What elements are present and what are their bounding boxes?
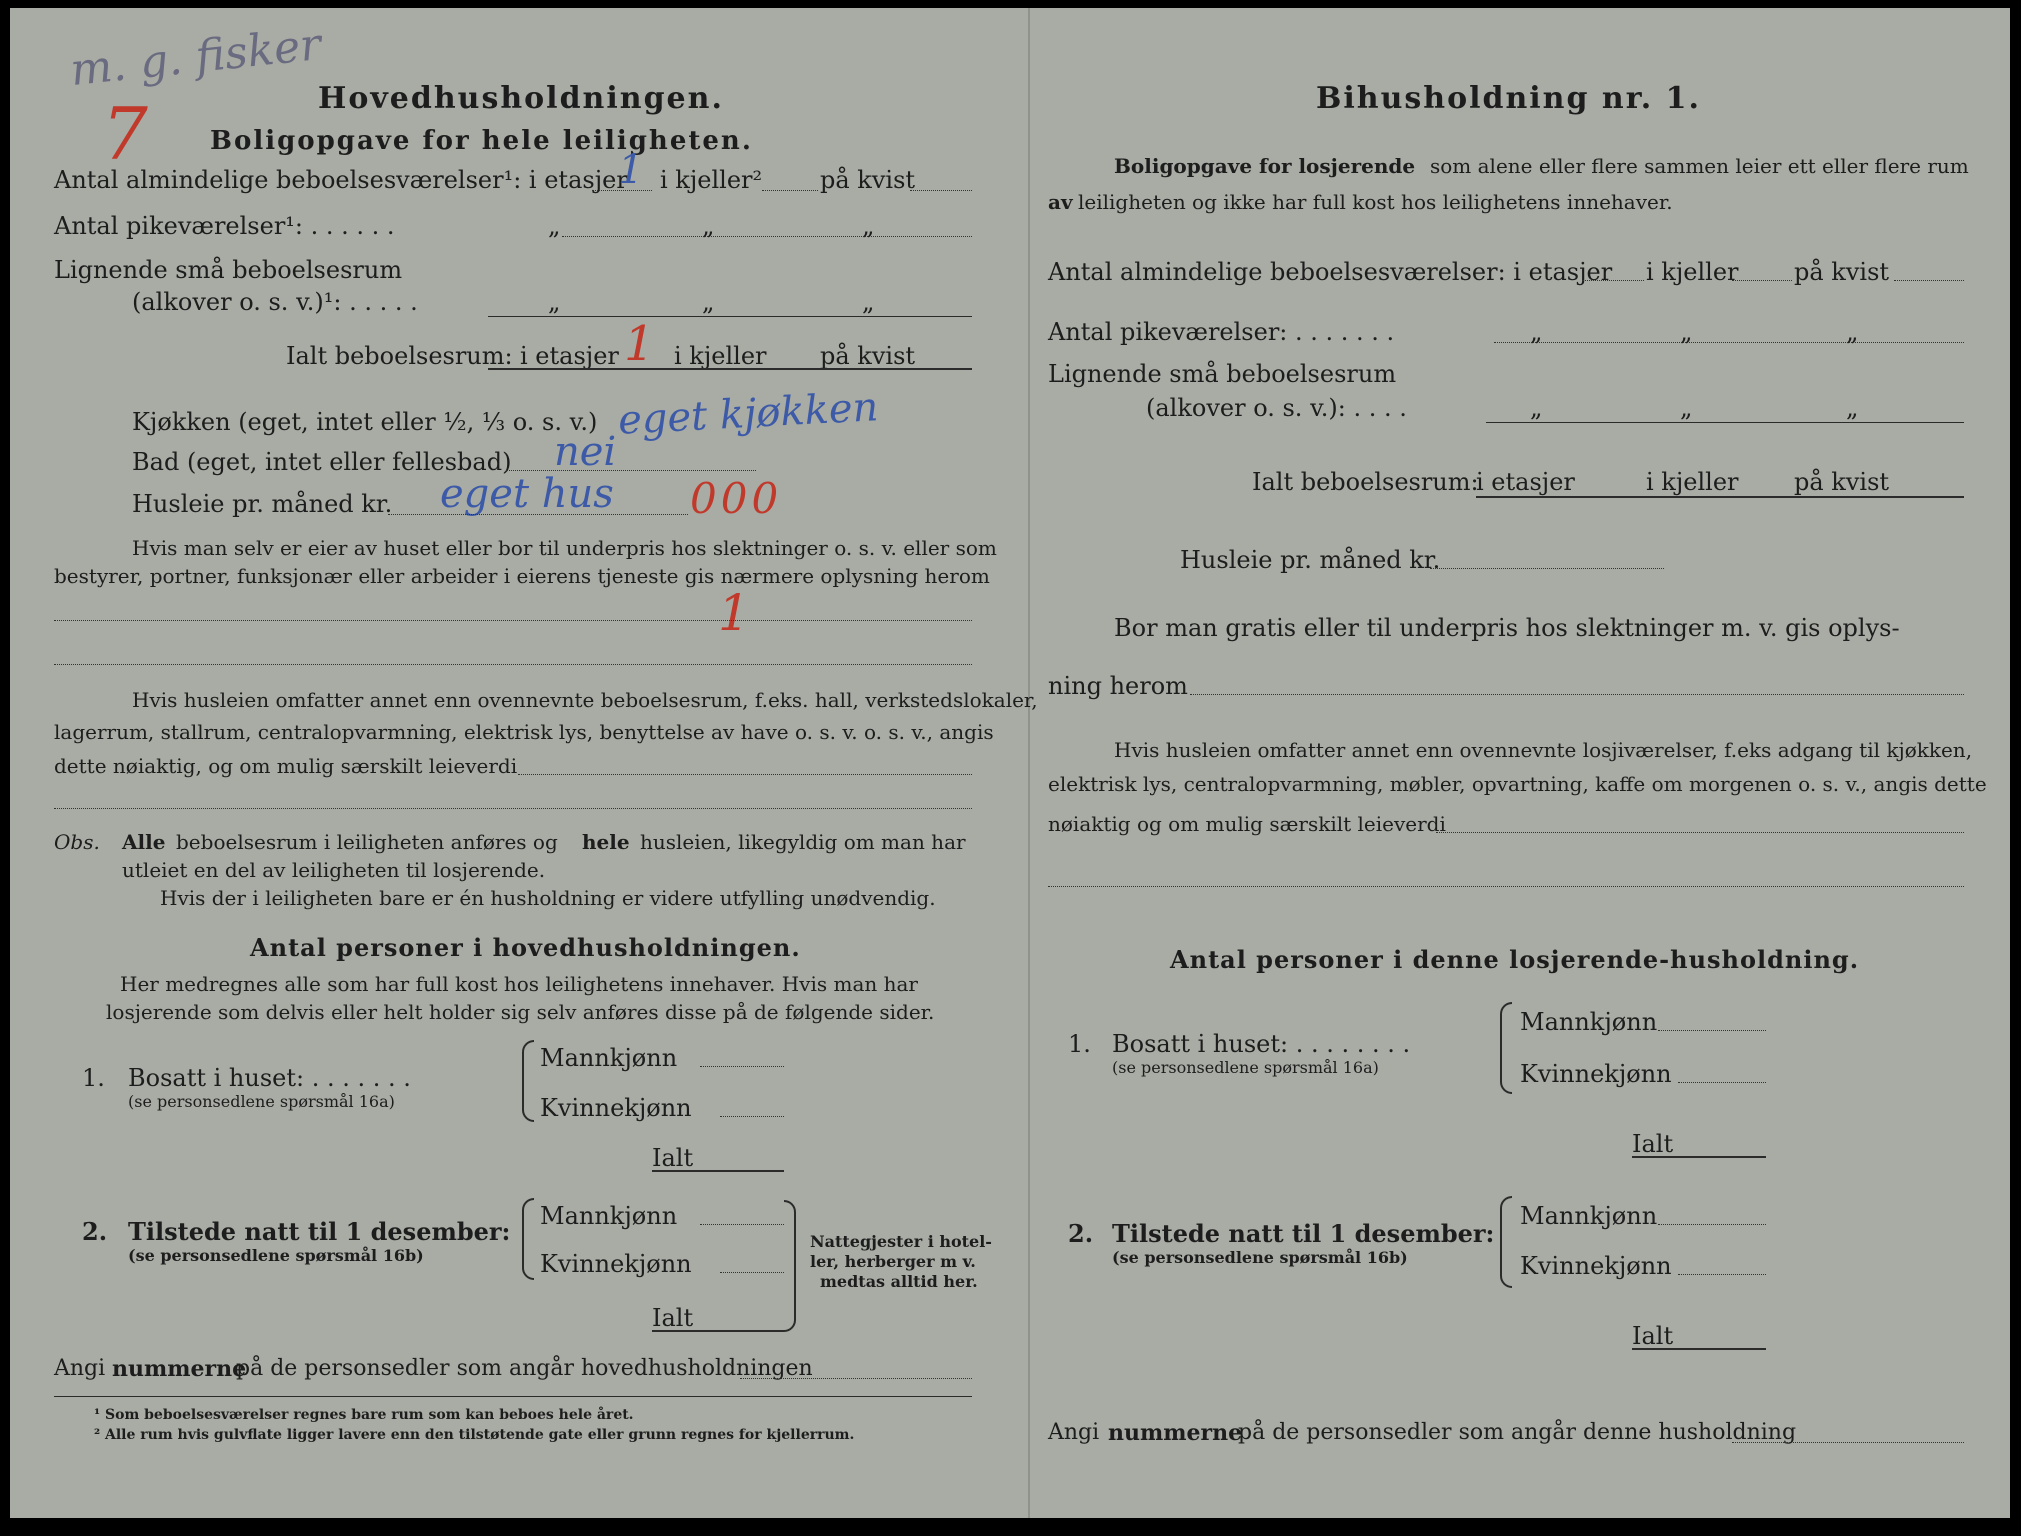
left-eier-line1: Hvis man selv er eier av huset eller bor til underpris hos slektninger o. s. v. eller som [132,536,997,560]
left-q1-sub: (se personsedlene spørsmål 16a) [128,1092,395,1111]
left-nattegjester-2: ler, herberger m v. [810,1252,976,1271]
left-q2-label: Tilstede natt til 1 desember: [128,1217,511,1246]
right-q1-label: Bosatt i huset: . . . . . . . . [1112,1030,1411,1058]
right-q2-brace [1500,1196,1512,1288]
left-obs-alle: Alle [122,830,166,854]
right-row2-q2: „ [1680,318,1693,346]
left-row1-kjeller: i kjeller² [660,166,763,194]
right-row1-kvist: på kvist [1794,258,1890,286]
right-row1-label: Antal almindelige beboelsesværelser: i etasjer [1048,258,1613,286]
handwritten-ialt-etasjer: 1 [624,316,655,372]
right-q1-ialt: Ialt [1632,1130,1674,1158]
left-obs-label: Obs. [54,830,100,854]
right-row3-q3: „ [1846,394,1859,422]
left-q2-kvinne: Kvinnekjønn [540,1250,692,1278]
right-title: Bihusholdning nr. 1. [1316,81,1701,116]
right-omfatter-line2: elektrisk lys, centralopvarmning, møbler, opvartning, kaffe om morgenen o. s. v., angis dette [1048,772,1987,796]
right-angi-line [1732,1442,1964,1443]
right-row2-q1: „ [1530,318,1543,346]
left-nattegjester-1: Nattegjester i hotel- [810,1232,992,1251]
right-row2-label: Antal pikeværelser: . . . . . . . [1048,318,1395,346]
left-row3b: (alkover o. s. v.)¹: . . . . . [132,288,418,316]
left-q1-kvinne: Kvinnekjønn [540,1094,692,1122]
left-footnote-2: ² Alle rum hvis gulvflate ligger lavere enn den tilstøtende gate eller grunn regnes for kjellerrum. [94,1427,855,1443]
right-omfatter-line3: nøiaktig og om mulig særskilt leieverdi [1048,812,1446,836]
right-row1-kjeller: i kjeller [1646,258,1739,286]
left-eier-line-a [54,620,972,621]
left-obs-hele: hele [582,830,630,854]
left-row3-q1: „ [548,288,561,316]
right-ialt-etasjer: i etasjer [1476,468,1575,496]
right-q1-brace [1500,1002,1512,1094]
left-row3-line [488,316,972,317]
left-q1-number: 1. [82,1064,105,1092]
handwritten-kjokken: eget kjøkken [616,384,880,444]
left-husleie-line [388,514,688,515]
right-q2-sub: (se personsedlene spørsmål 16b) [1112,1248,1408,1267]
left-q2-sub: (se personsedlene spørsmål 16b) [128,1246,424,1265]
left-row1-kvist-line [910,190,972,191]
handwritten-etasjer: 1 [618,147,644,193]
left-ialt-kvist: på kvist [820,342,916,370]
left-angi-a: Angi [54,1356,106,1381]
left-q2-brace [522,1198,534,1280]
left-obs-line2: utleiet en del av leiligheten til losjerende. [122,858,546,882]
left-row2-line [562,236,972,237]
left-obs-text1: beboelsesrum i leiligheten anføres og [176,830,558,854]
right-q2-ialt: Ialt [1632,1322,1674,1350]
right-intro-text1: som alene eller flere sammen leier ett eller flere rum [1430,154,1969,178]
right-q2-number: 2. [1068,1219,1094,1248]
left-angi-line [740,1378,972,1379]
right-angi-b: nummerne [1108,1420,1243,1446]
right-ialt-kvist: på kvist [1794,468,1890,496]
right-angi-c: på de personsedler som angår denne husholdning [1238,1420,1797,1445]
handwritten-number: 7 [102,92,148,176]
right-intro-av: av [1048,190,1073,214]
left-eier-line2: bestyrer, portner, funksjonær eller arbeider i eierens tjeneste gis nærmere oplysning herom [54,564,990,588]
left-q2-kvinne-line [720,1272,784,1273]
right-gratis-line2: ning herom [1048,672,1188,700]
handwritten-bad: nei [554,429,617,475]
left-row1-kjeller-line [762,190,818,191]
right-q1-ialt-line [1632,1156,1766,1158]
left-q1-kvinne-line [720,1116,784,1117]
right-row3-q2: „ [1680,394,1693,422]
left-ialt-etasjer: i etasjer [520,342,619,370]
right-q1-mann: Mannkjønn [1520,1008,1658,1036]
left-eier-line-b [54,664,972,665]
right-omfatter-line1: Hvis husleien omfatter annet enn ovennevnte losjiværelser, f.eks adgang til kjøkken, [1114,738,1973,762]
right-q1-number: 1. [1068,1030,1091,1058]
right-q2-kvinne: Kvinnekjønn [1520,1252,1672,1280]
left-ialt-label: Ialt beboelsesrum: [286,342,513,370]
left-footnote-rule [54,1396,972,1397]
right-row2-q3: „ [1846,318,1859,346]
right-q2-kvinne-line [1678,1274,1766,1275]
left-omfatter-line1: Hvis husleien omfatter annet enn ovennevnte beboelsesrum, f.eks. hall, verkstedslokaler, [132,688,1038,712]
right-husleie-line [1430,568,1664,569]
right-omfatter-line-b [1048,886,1964,887]
left-q2-ialt: Ialt [652,1304,694,1332]
right-row3b: (alkover o. s. v.): . . . . [1146,394,1407,422]
left-persons-title: Antal personer i hovedhusholdningen. [250,933,801,962]
right-intro-bold: Boligopgave for losjerende [1114,154,1416,178]
left-q1-brace [522,1040,534,1122]
right-row1-kjeller-line [1732,280,1792,281]
left-q1-mann-line [700,1066,784,1067]
left-bad-label: Bad (eget, intet eller fellesbad) [132,448,512,476]
left-omfatter-line-b [54,808,972,809]
left-row2-q1: „ [548,212,561,240]
right-row3a: Lignende små beboelsesrum [1048,360,1397,388]
left-q1-ialt: Ialt [652,1144,694,1172]
left-q2-ialt-line [652,1330,784,1332]
left-ialt-line [488,368,972,370]
left-husleie-label: Husleie pr. måned kr. [132,490,393,518]
right-gratis-line [1190,694,1964,695]
right-ialt-label: Ialt beboelsesrum: [1252,468,1479,496]
right-q1-kvinne: Kvinnekjønn [1520,1060,1672,1088]
left-persons-line2: losjerende som delvis eller helt holder sig selv anføres disse på de følgende sider. [106,1000,935,1024]
right-row2-line [1494,342,1964,343]
right-angi-a: Angi [1048,1420,1100,1445]
right-row3-q1: „ [1530,394,1543,422]
left-nattegjester-3: medtas alltid her. [820,1272,978,1291]
handwritten-occupation: m. g. fisker [67,18,324,97]
right-row1-etasjer-line [1582,280,1644,281]
right-q1-kvinne-line [1678,1082,1766,1083]
right-q2-mann-line [1658,1224,1766,1225]
left-omfatter-fill [518,774,972,775]
left-q2-mann-line [700,1224,784,1225]
left-row1-label: Antal almindelige beboelsesværelser¹: i etasjer [54,166,628,194]
left-obs-line3: Hvis der i leiligheten bare er én husholdning er videre utfylling unødvendig. [160,886,936,910]
left-row3a: Lignende små beboelsesrum [54,256,403,284]
left-omfatter-line2: lagerrum, stallrum, centralopvarmning, elektrisk lys, benyttelse av have o. s. v. o. s. v., angis [54,720,994,744]
right-q2-ialt-line [1632,1348,1766,1350]
left-subtitle: Boligopgave for hele leiligheten. [210,126,753,156]
left-row1-kvist: på kvist [820,166,916,194]
left-q1-label: Bosatt i huset: . . . . . . . [128,1064,411,1092]
left-row3-q2: „ [702,288,715,316]
handwritten-husleie-amount: 000 [690,474,783,523]
right-omfatter-fill [1436,832,1964,833]
right-row3-line [1486,422,1964,423]
right-husleie-label: Husleie pr. måned kr. [1180,546,1441,574]
right-persons-title: Antal personer i denne losjerende-husholdning. [1170,945,1860,974]
left-angi-b: nummerne [112,1356,247,1382]
right-intro-text2: leiligheten og ikke har full kost hos leilighetens innehaver. [1078,190,1673,214]
right-q1-mann-line [1658,1030,1766,1031]
right-row1-kvist-line [1894,280,1964,281]
left-footnote-1: ¹ Som beboelsesværelser regnes bare rum som kan beboes hele året. [94,1407,634,1423]
left-kjokken-label: Kjøkken (eget, intet eller ½, ⅓ o. s. v.) [132,408,598,436]
handwritten-mark: 1 [718,584,750,642]
left-ialt-kjeller: i kjeller [674,342,767,370]
right-ialt-line [1476,496,1964,498]
handwritten-husleie: eget hus [440,471,614,517]
left-q2-number: 2. [82,1217,108,1246]
left-q2-mann: Mannkjønn [540,1202,678,1230]
left-row2-q3: „ [862,212,875,240]
left-row3-q3: „ [862,288,875,316]
right-q2-label: Tilstede natt til 1 desember: [1112,1219,1495,1248]
right-ialt-kjeller: i kjeller [1646,468,1739,496]
left-title: Hovedhusholdningen. [318,81,724,116]
left-q1-mann: Mannkjønn [540,1044,678,1072]
left-q2-right-brace [784,1200,796,1332]
left-obs-text2: husleien, likegyldig om man har [640,830,966,854]
left-omfatter-line3: dette nøiaktig, og om mulig særskilt leieverdi [54,754,518,778]
left-q1-ialt-line [652,1170,784,1172]
census-form-sheet [10,8,2010,1518]
right-gratis-line1: Bor man gratis eller til underpris hos slektninger m. v. gis oplys- [1114,614,1900,642]
page-fold [1028,8,1030,1518]
right-q2-mann: Mannkjønn [1520,1202,1658,1230]
left-row2-label: Antal pikeværelser¹: . . . . . . [54,212,395,240]
left-angi-c: på de personsedler som angår hovedhusholdningen [236,1356,813,1381]
right-q1-sub: (se personsedlene spørsmål 16a) [1112,1058,1379,1077]
left-row2-q2: „ [702,212,715,240]
left-persons-line1: Her medregnes alle som har full kost hos leilighetens innehaver. Hvis man har [120,972,918,996]
